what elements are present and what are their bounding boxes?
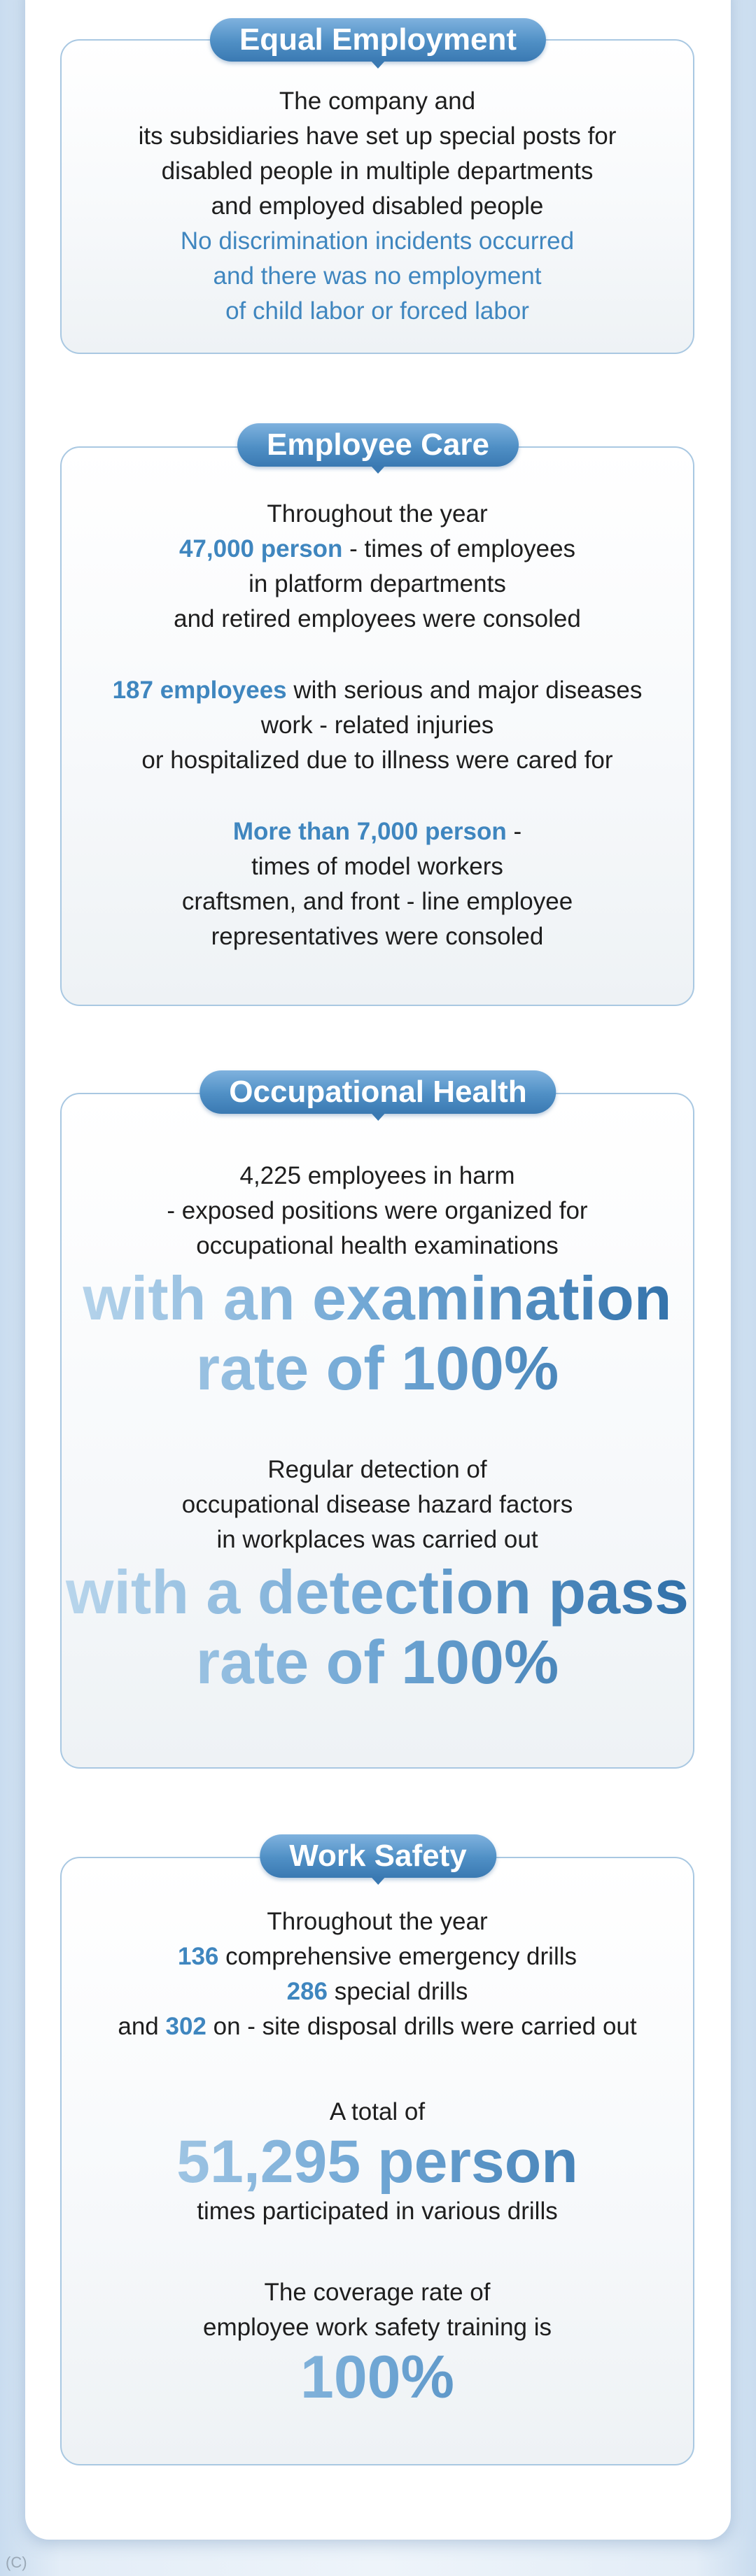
text-fragment: on - site disposal drills were carried out xyxy=(206,2013,637,2040)
text-line: or hospitalized due to illness were cared for xyxy=(141,746,613,774)
text-line: and employed disabled people xyxy=(211,192,544,220)
section-title-equal-employment: Equal Employment xyxy=(210,18,546,62)
equal-employment-text xyxy=(62,84,693,329)
spacer xyxy=(62,637,693,673)
text-line: occupational health examinations xyxy=(196,1232,559,1259)
big-stat-line: 51,295 person xyxy=(62,2130,693,2194)
big-stat-line: rate of 100% xyxy=(62,1333,693,1403)
text-line: times of model workers xyxy=(251,853,503,880)
stat-value: 187 employees xyxy=(112,677,287,704)
spacer xyxy=(62,2044,693,2095)
text-line: disabled people in multiple departments xyxy=(161,157,594,185)
section-title-employee-care: Employee Care xyxy=(237,423,519,467)
text-line: its subsidiaries have set up special posts for xyxy=(138,122,617,150)
big-stat-line: with an examination xyxy=(62,1264,693,1333)
big-stat-line: 100% xyxy=(62,2345,693,2409)
text-line: employee work safety training is xyxy=(203,2314,552,2341)
highlight-line: of child labor or forced labor xyxy=(225,297,529,325)
text-line xyxy=(62,1974,693,2009)
text-line: occupational disease hazard factors xyxy=(181,1491,573,1518)
text-line: The coverage rate of xyxy=(264,2279,491,2306)
occupational-health-card xyxy=(60,1093,694,1769)
text-line: and retired employees were consoled xyxy=(174,605,581,632)
text-line: Regular detection of xyxy=(267,1456,487,1483)
text-line: in platform departments xyxy=(248,570,506,597)
spacer xyxy=(62,778,693,814)
stat-value: 286 xyxy=(286,1978,328,2005)
stat-value: More than 7,000 person xyxy=(232,818,507,845)
text-fragment: and xyxy=(118,2013,166,2040)
text-fragment: - xyxy=(506,818,522,845)
big-stat-line: with a detection pass xyxy=(62,1557,693,1627)
text-line xyxy=(62,2009,693,2044)
text-fragment: with serious and major diseases xyxy=(286,677,643,704)
stat-value: 47,000 person xyxy=(178,535,343,562)
text-line: in workplaces was carried out xyxy=(216,1526,538,1553)
text-fragment: comprehensive emergency drills xyxy=(218,1943,577,1970)
text-line: work - related injuries xyxy=(260,712,494,739)
text-line: Throughout the year xyxy=(267,1908,488,1935)
text-line: Throughout the year xyxy=(267,500,488,528)
text-line: - exposed positions were organized for xyxy=(167,1197,588,1224)
text-line: times participated in various drills xyxy=(197,2198,558,2225)
text-line: The company and xyxy=(279,87,476,115)
section-title-work-safety: Work Safety xyxy=(260,1834,496,1878)
highlight-line: and there was no employment xyxy=(213,262,542,290)
text-fragment: special drills xyxy=(328,1978,468,2005)
big-stat-line: rate of 100% xyxy=(62,1627,693,1697)
text-line xyxy=(62,1939,693,1974)
occupational-health-text xyxy=(62,1159,693,1697)
text-line: craftsmen, and front - line employee xyxy=(181,888,573,915)
equal-employment-card xyxy=(60,39,694,354)
watermark: (C) xyxy=(6,2554,27,2571)
text-line xyxy=(62,673,693,708)
spacer xyxy=(62,1403,693,1452)
text-line xyxy=(62,532,693,567)
text-line: 4,225 employees in harm xyxy=(239,1162,515,1189)
stat-value: 136 xyxy=(177,1943,219,1970)
spacer xyxy=(62,2229,693,2275)
employee-care-card xyxy=(60,446,694,1006)
section-title-occupational-health: Occupational Health xyxy=(200,1070,556,1114)
text-line: A total of xyxy=(329,2098,426,2125)
text-line: representatives were consoled xyxy=(211,923,544,950)
employee-care-text xyxy=(62,497,693,954)
stat-value: 302 xyxy=(165,2013,206,2040)
highlight-line: No discrimination incidents occurred xyxy=(180,227,575,255)
text-fragment: - times of employees xyxy=(342,535,576,562)
work-safety-card xyxy=(60,1857,694,2465)
text-line xyxy=(62,814,693,849)
work-safety-text xyxy=(62,1904,693,2409)
